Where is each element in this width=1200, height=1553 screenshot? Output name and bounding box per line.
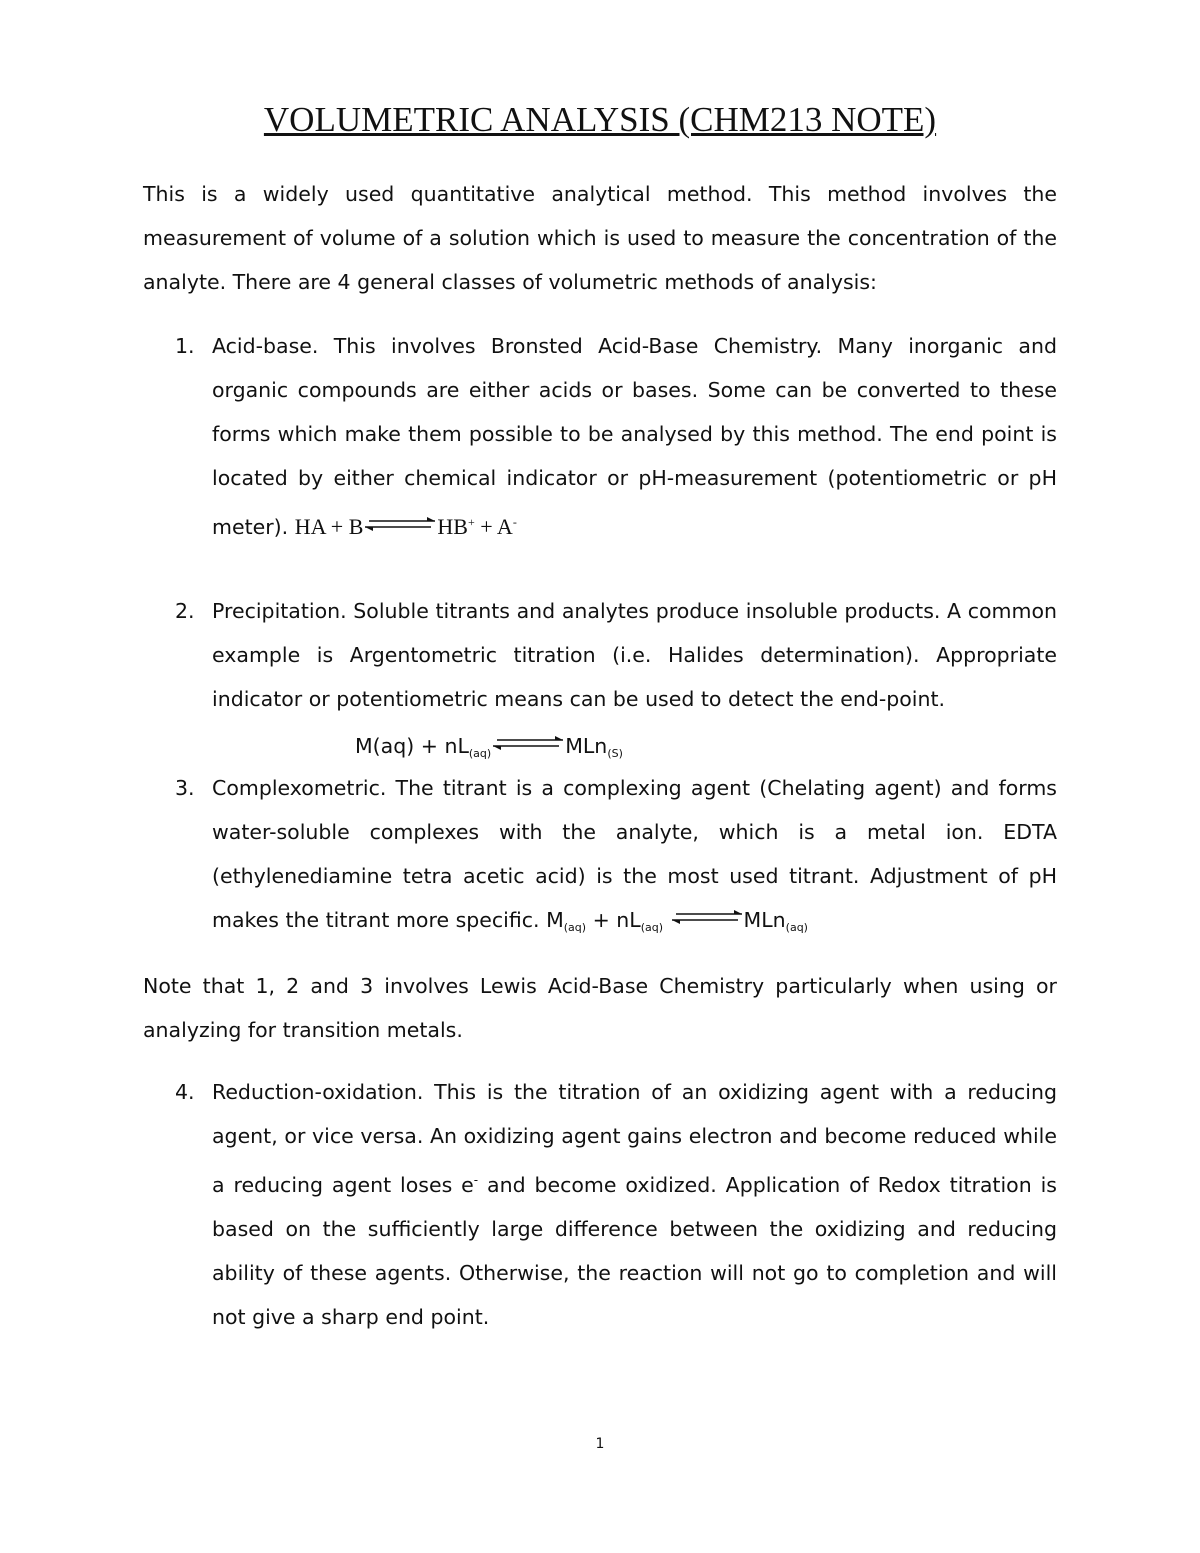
list-item-text: Precipitation. Soluble titrants and analytes produce insoluble products. A common example is Argentometric titration (i.e. Halides determination). Appropriate indicator or potentiometric means can be used to detect the end-point. xyxy=(212,599,1057,711)
list-item-text: Acid-base. This involves Bronsted Acid-Base Chemistry. Many inorganic and organic compounds are either acids or bases. Some can be converted to these forms which make them possible to be analysed by this method. The end point is located by either chemical indicator or pH-measurement (potentiometric or pH meter). HA + B HB+ + A- xyxy=(212,334,1057,539)
list-number: 2. xyxy=(175,599,195,623)
intro-paragraph: This is a widely used quantitative analytical method. This method involves the measurement of volume of a solution which is used to measure the concentration of the analyte. There are 4 general classes of volumetric methods of analysis: xyxy=(143,182,1057,294)
note-paragraph: Note that 1, 2 and 3 involves Lewis Acid-Base Chemistry particularly when using or analyzing for transition metals. xyxy=(143,974,1057,1042)
equilibrium-arrow-icon xyxy=(670,909,744,925)
equation-acid-base: HA + B HB+ + A- xyxy=(294,514,517,539)
list-number: 3. xyxy=(175,776,195,800)
document-title: VOLUMETRIC ANALYSIS (CHM213 NOTE) xyxy=(263,100,937,139)
list-item-text: Reduction-oxidation. This is the titration of an oxidizing agent with a reducing agent, or vice versa. An oxidizing agent gains electron and become reduced while a reducing agent loses e- and become oxidized. Application of Redox titration is based on the sufficiently large difference between the oxidizing and reducing ability of these agents. Otherwise, the reaction will not go to completion and will not give a sharp end point. xyxy=(212,1080,1057,1329)
list-item-text: Complexometric. The titrant is a complexing agent (Chelating agent) and forms water-soluble complexes with the analyte, which is a metal ion. EDTA (ethylenediamine tetra acetic acid) is the most used titrant. Adjustment of pH makes the titrant more specific. $M_{(aq)} + nL_{(aq)}$ MLn$_{(aq)}$ xyxy=(212,776,1057,934)
list-number: 1. xyxy=(175,334,195,358)
list-number: 4. xyxy=(175,1080,195,1104)
equilibrium-arrow-icon xyxy=(491,735,565,751)
equation-complexometric: $M_{(aq)} + nL_{(aq)}$ MLn$_{(aq)}$ xyxy=(546,908,808,934)
equation-precipitation: $M(aq) + nL_{(aq)}$ MLn$_{(S)}$ xyxy=(355,734,623,760)
page-number: 1 xyxy=(595,1436,605,1452)
equilibrium-arrow-icon xyxy=(363,516,437,532)
